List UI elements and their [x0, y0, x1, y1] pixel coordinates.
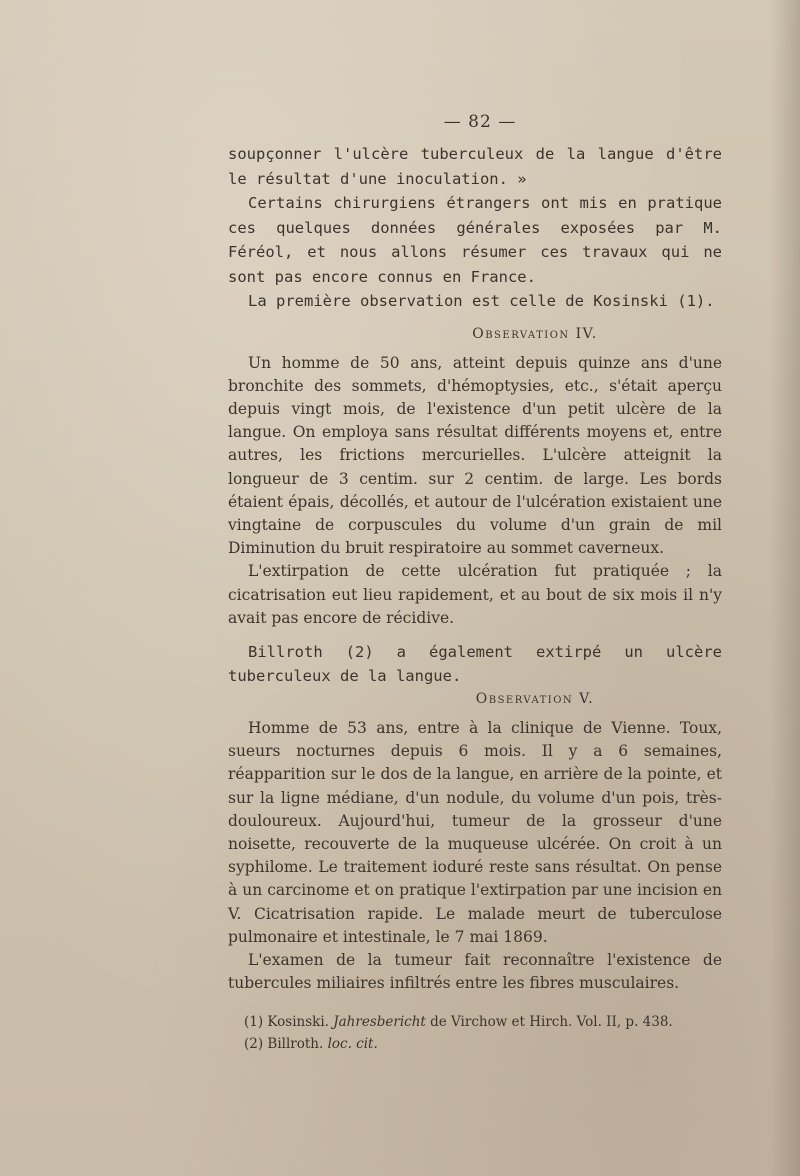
- footnote-italic: Jahresbericht: [333, 1014, 426, 1031]
- footnote-italic: loc. cit.: [327, 1036, 378, 1053]
- page-number: — 82 —: [443, 112, 517, 132]
- paragraph-billroth: Billroth (2) a également extirpé un ulcère tuberculeux de la langue.: [228, 642, 722, 686]
- observation-4-paragraph: Un homme de 50 ans, atteint depuis quinze ans d'une bronchite des sommets, d'hémoptysies, etc., s'était aperçu depuis vingt mois, de l'existence d'un petit ulcère de la langue. On employa sans résultat différents moyens et, entre autres, les frictions mercurielles. L'ulcère atteignit la longueur de 3 centim. sur 2 centim. de large. Les bords étaient épais, décollés, et autour de l'ulcération existaient une vingtaine de corpuscules du volume d'un grain de mil Diminution du bruit respiratoire au sommet caverneux.: [228, 353, 722, 558]
- footnotes: [228, 1011, 722, 1055]
- paragraph-continuation: soupçonner l'ulcère tuberculeux de la langue d'être le résultat d'une inoculation. »: [228, 145, 722, 188]
- observation-5-title: Observation V.: [475, 690, 595, 707]
- footnote-suffix: de Virchow et Hirch. Vol. II, p. 438.: [425, 1014, 673, 1031]
- observation-4-title: Observation IV.: [472, 325, 598, 342]
- footnote: [244, 1011, 722, 1033]
- observation-5-paragraph: Homme de 53 ans, entre à la clinique de Vienne. Toux, sueurs nocturnes depuis 6 mois. Il y a 6 semaines, réapparition sur le dos de la langue, en arrière de la pointe, et sur la ligne médiane, d'un nodule, du volume d'un pois, très-douloureux. Aujourd'hui, tumeur de la grosseur d'une noisette, recouverte de la muqueuse ulcérée. On croit à un syphilome. Le traitement ioduré reste sans résultat. On pense à un carcinome et on pratique l'extirpation par une incision en V. Cicatrisation rapide. Le malade meurt de tuberculose pulmonaire et intestinale, le 7 mai 1869.: [228, 718, 722, 946]
- footnote-prefix: (2) Billroth.: [244, 1036, 328, 1053]
- page-spine-shadow: [770, 0, 800, 1176]
- observation-4-paragraph: L'extirpation de cette ulcération fut pratiquée ; la cicatrisation eut lieu rapidement, et au bout de six mois il n'y avait pas encore de récidive.: [228, 562, 722, 627]
- text-block: [228, 112, 722, 1055]
- paragraph-surgeons: Certains chirurgiens étrangers ont mis en pratique ces quelques données générales exposées par M. Féréol, et nous allons résumer ces travaux qui ne sont pas encore connus en France.: [228, 194, 722, 286]
- footnote: [244, 1033, 722, 1055]
- paragraph-first-observation: La première observation est celle de Kosinski (1).: [248, 292, 715, 310]
- observation-5-paragraph: L'examen de la tumeur fait reconnaître l'existence de tubercules miliaires infiltrés entre les fibres musculaires.: [228, 950, 722, 993]
- footnote-prefix: (1) Kosinski.: [244, 1014, 334, 1031]
